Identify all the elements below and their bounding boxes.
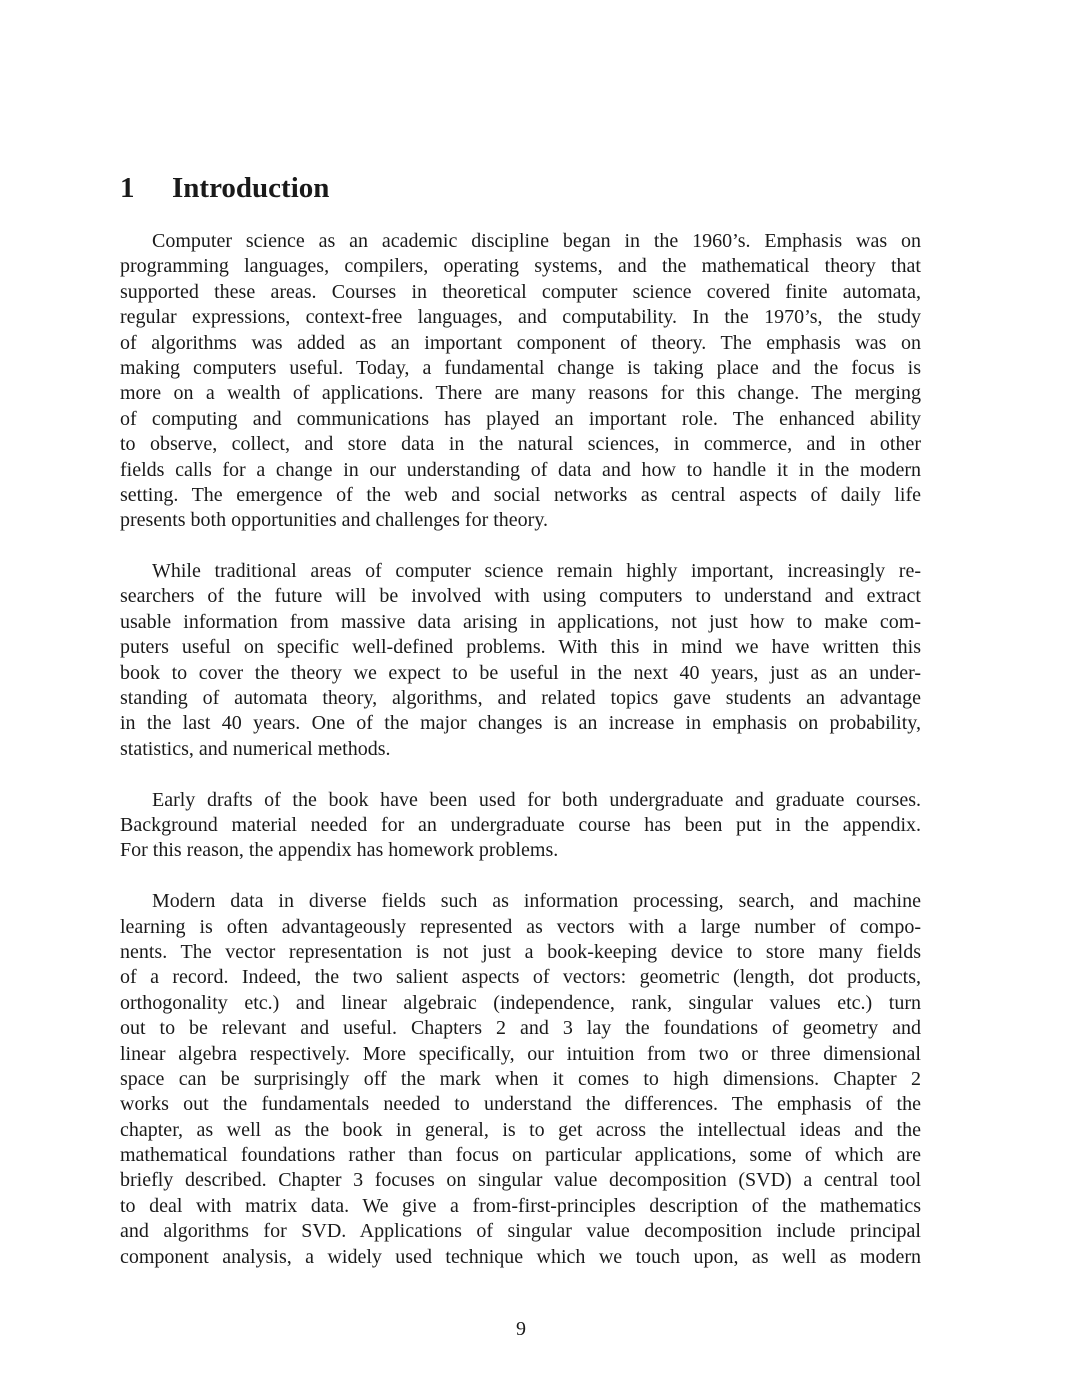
text-line: While traditional areas of computer science remain highly important, increasingly re- [152,560,921,583]
text-line: and algorithms for SVD. Applications of singular value decomposition include principal [120,1220,921,1243]
text-line: Background material needed for an undergraduate course has been put in the appendix. [120,813,921,836]
section-number: 1 [120,172,135,204]
text-line: briefly described. Chapter 3 focuses on singular value decomposition (SVD) a central tool [120,1169,921,1192]
text-line: nents. The vector representation is not just a book-keeping device to store many fields [120,940,921,963]
text-line: in the last 40 years. One of the major changes is an increase in emphasis on probability, [120,712,921,735]
text-line: supported these areas. Courses in theoretical computer science covered finite automata, [120,280,921,303]
text-line: out to be relevant and useful. Chapters 2 and 3 lay the foundations of geometry and [120,1017,921,1040]
text-line: standing of automata theory, algorithms, and related topics gave students an advantage [120,687,921,710]
text-line: setting. The emergence of the web and social networks as central aspects of daily life [120,483,921,506]
text-line: puters useful on specific well-defined problems. With this in mind we have written this [120,636,921,659]
text-line: space can be surprisingly off the mark when it comes to high dimensions. Chapter 2 [120,1067,921,1090]
text-line: For this reason, the appendix has homework problems. [120,839,559,862]
text-line: learning is often advantageously represented as vectors with a large number of compo- [120,915,921,938]
paragraph [120,788,921,864]
text-line: statistics, and numerical methods. [120,737,391,760]
text-line: works out the fundamentals needed to understand the differences. The emphasis of the [120,1093,921,1116]
text-line: programming languages, compilers, operating systems, and the mathematical theory that [120,255,921,278]
paragraph [120,559,921,762]
text-line: Modern data in diverse fields such as information processing, search, and machine [152,890,921,913]
text-line: searchers of the future will be involved with using computers to understand and extract [120,585,921,608]
text-line: orthogonality etc.) and linear algebraic (independence, rank, singular values etc.) turn [120,991,921,1014]
text-line: usable information from massive data arising in applications, not just how to make com- [120,610,921,633]
paragraph [120,889,921,1270]
section-title: Introduction [172,172,330,204]
text-line: regular expressions, context-free languages, and computability. In the 1970’s, the study [120,306,921,329]
text-line: making computers useful. Today, a fundamental change is taking place and the focus is [120,356,921,379]
body-text [120,229,921,1295]
text-line: of computing and communications has played an important role. The enhanced ability [120,407,921,430]
text-line: Early drafts of the book have been used for both undergraduate and graduate courses. [152,788,921,811]
text-line: book to cover the theory we expect to be useful in the next 40 years, just as an under- [120,661,921,684]
text-line: to observe, collect, and store data in the natural sciences, in commerce, and in other [120,433,921,456]
text-line: fields calls for a change in our understanding of data and how to handle it in the modern [120,458,921,481]
text-line: of algorithms was added as an important component of theory. The emphasis was on [120,331,921,354]
section-heading [120,172,329,205]
text-line: Computer science as an academic discipline began in the 1960’s. Emphasis was on [152,230,921,252]
text-line: of a record. Indeed, the two salient aspects of vectors: geometric (length, dot products, [120,966,921,989]
paragraph [120,229,921,534]
text-line: chapter, as well as the book in general, is to get across the intellectual ideas and the [120,1118,921,1141]
text-line: more on a wealth of applications. There are many reasons for this change. The merging [120,382,921,405]
text-line: linear algebra respectively. More specifically, our intuition from two or three dimensional [120,1042,921,1065]
text-line: mathematical foundations rather than focus on particular applications, some of which are [120,1144,921,1167]
page-number: 9 [516,1318,526,1340]
text-line: presents both opportunities and challenges for theory. [120,509,549,532]
text-line: to deal with matrix data. We give a from-first-principles description of the mathematics [120,1194,921,1217]
text-line: component analysis, a widely used technique which we touch upon, as well as modern [120,1245,921,1268]
